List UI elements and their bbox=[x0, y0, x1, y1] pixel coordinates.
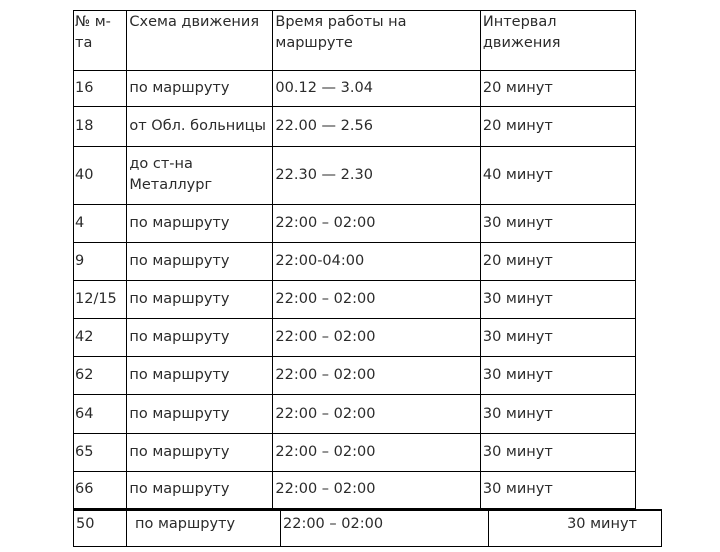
interval-cell: 40 минут bbox=[480, 146, 635, 204]
schedule-table bbox=[73, 10, 636, 509]
time-cell: 22:00 – 02:00 bbox=[273, 357, 480, 395]
scheme-cell: по маршруту bbox=[127, 319, 273, 357]
scheme-cell: по маршруту bbox=[127, 71, 273, 107]
route-number-cell: 50 bbox=[74, 510, 127, 547]
route-number-cell: 42 bbox=[74, 319, 127, 357]
interval-cell: 30 минут bbox=[480, 433, 635, 471]
interval-cell: 30 минут bbox=[480, 319, 635, 357]
scheme-cell: до ст-на Металлург bbox=[127, 146, 273, 204]
route-number-cell: 62 bbox=[74, 357, 127, 395]
scheme-cell: по маршруту bbox=[127, 471, 273, 508]
schedule-table-last-row bbox=[73, 509, 662, 547]
time-cell: 22.00 — 2.56 bbox=[273, 107, 480, 146]
interval-cell: 20 минут bbox=[480, 107, 635, 146]
table-row bbox=[74, 204, 636, 242]
interval-cell: 20 минут bbox=[480, 242, 635, 280]
time-cell: 22:00-04:00 bbox=[273, 242, 480, 280]
table-row bbox=[74, 71, 636, 107]
interval-cell: 30 минут bbox=[480, 204, 635, 242]
table-row bbox=[74, 433, 636, 471]
time-cell: 22:00 – 02:00 bbox=[273, 433, 480, 471]
scheme-cell: по маршруту bbox=[127, 433, 273, 471]
interval-cell: 30 минут bbox=[480, 471, 635, 508]
route-number-cell: 16 bbox=[74, 71, 127, 107]
route-number-cell: 9 bbox=[74, 242, 127, 280]
interval-cell: 30 минут bbox=[480, 395, 635, 433]
route-number-cell: 66 bbox=[74, 471, 127, 508]
header-route-number: № м-та bbox=[74, 11, 127, 71]
interval-cell: 30 минут bbox=[480, 357, 635, 395]
time-cell: 22:00 – 02:00 bbox=[273, 204, 480, 242]
route-number-cell: 40 bbox=[74, 146, 127, 204]
route-number-cell: 4 bbox=[74, 204, 127, 242]
scheme-cell: по маршруту bbox=[127, 395, 273, 433]
table-row bbox=[74, 510, 662, 547]
table-row bbox=[74, 146, 636, 204]
table-row bbox=[74, 281, 636, 319]
table-row bbox=[74, 357, 636, 395]
time-cell: 22:00 – 02:00 bbox=[281, 510, 489, 547]
table-row bbox=[74, 471, 636, 508]
scheme-cell: по маршруту bbox=[127, 204, 273, 242]
scheme-cell: от Обл. больницы bbox=[127, 107, 273, 146]
scheme-cell: по маршруту bbox=[127, 281, 273, 319]
header-working-time: Время работы на маршруте bbox=[273, 11, 480, 71]
route-number-cell: 18 bbox=[74, 107, 127, 146]
route-number-cell: 65 bbox=[74, 433, 127, 471]
header-scheme: Схема движения bbox=[127, 11, 273, 71]
table-row bbox=[74, 319, 636, 357]
header-interval: Интервал движения bbox=[480, 11, 635, 71]
table-row bbox=[74, 395, 636, 433]
interval-cell: 20 минут bbox=[480, 71, 635, 107]
time-cell: 22.30 — 2.30 bbox=[273, 146, 480, 204]
table-header-row bbox=[74, 11, 636, 71]
interval-cell: 30 минут bbox=[489, 510, 662, 547]
route-number-cell: 64 bbox=[74, 395, 127, 433]
time-cell: 22:00 – 02:00 bbox=[273, 281, 480, 319]
table-row bbox=[74, 242, 636, 280]
time-cell: 22:00 – 02:00 bbox=[273, 395, 480, 433]
scheme-cell: по маршруту bbox=[127, 510, 281, 547]
time-cell: 22:00 – 02:00 bbox=[273, 471, 480, 508]
scheme-cell: по маршруту bbox=[127, 242, 273, 280]
scheme-cell: по маршруту bbox=[127, 357, 273, 395]
time-cell: 00.12 — 3.04 bbox=[273, 71, 480, 107]
route-number-cell: 12/15 bbox=[74, 281, 127, 319]
interval-cell: 30 минут bbox=[480, 281, 635, 319]
time-cell: 22:00 – 02:00 bbox=[273, 319, 480, 357]
table-row bbox=[74, 107, 636, 146]
